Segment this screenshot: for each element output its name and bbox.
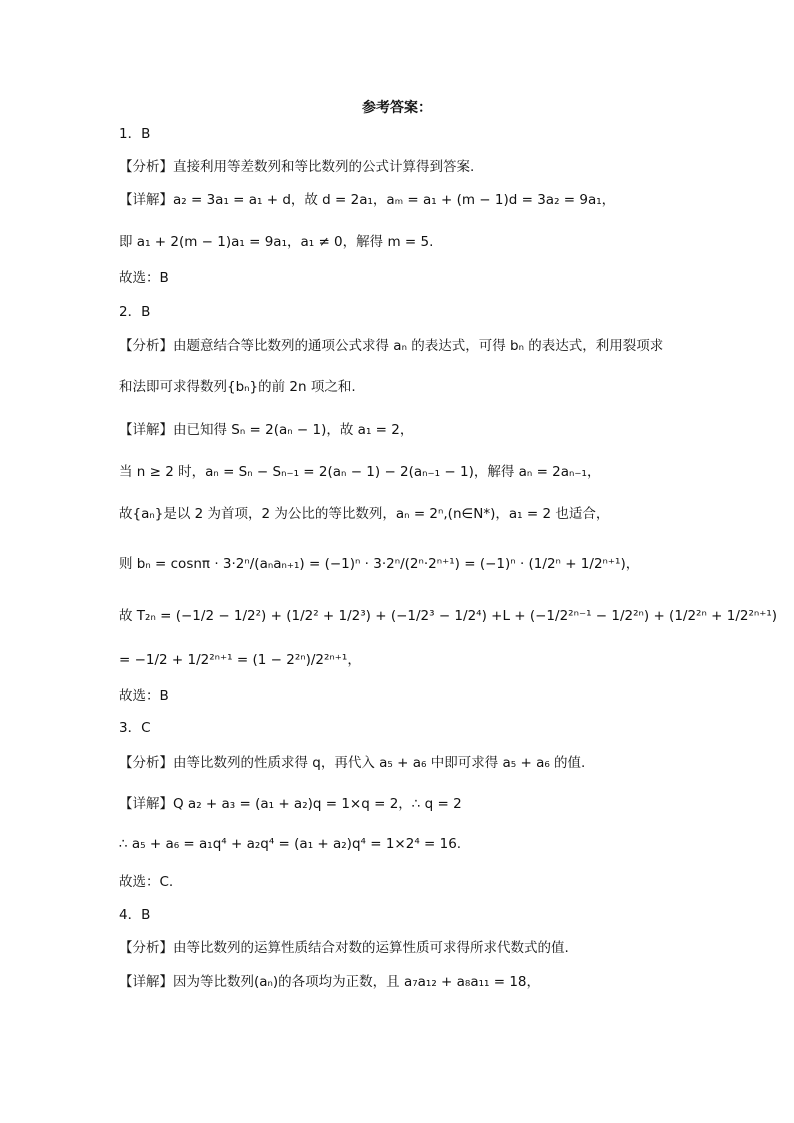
text-line: = −1/2 + 1/2²ⁿ⁺¹ = (1 − 2²ⁿ)/2²ⁿ⁺¹， xyxy=(119,652,361,668)
text-line: 则 bₙ = cosnπ · 3·2ⁿ/(aₙaₙ₊₁) = (−1)ⁿ · 3·2ⁿ/(2ⁿ·2ⁿ⁺¹) = (−1)ⁿ · (1/2ⁿ + 1/2ⁿ⁺¹)， xyxy=(119,556,640,572)
text-line: ∴ a₅ + a₆ = a₁q⁴ + a₂q⁴ = (a₁ + a₂)q⁴ = 1×2⁴ = 16. xyxy=(119,836,462,852)
text-line: 【详解】a₂ = 3a₁ = a₁ + d，故 d = 2a₁，aₘ = a₁ + (m − 1)d = 3a₂ = 9a₁， xyxy=(119,192,616,208)
text-line: 故选：B xyxy=(119,270,169,286)
answer-title: 参考答案： xyxy=(362,100,432,116)
text-line: 故{aₙ}是以 2 为首项，2 为公比的等比数列，aₙ = 2ⁿ,(n∈N*)，a₁ = 2 也适合， xyxy=(119,506,610,522)
text-line: 【详解】因为等比数列(aₙ)的各项均为正数，且 a₇a₁₂ + a₈a₁₁ = 18， xyxy=(119,974,541,990)
text-line: 故选：C. xyxy=(119,874,174,890)
text-line: 【详解】由已知得 Sₙ = 2(aₙ − 1)，故 a₁ = 2， xyxy=(119,422,414,438)
text-line: 当 n ≥ 2 时，aₙ = Sₙ − Sₙ₋₁ = 2(aₙ − 1) − 2(aₙ₋₁ − 1)，解得 aₙ = 2aₙ₋₁， xyxy=(119,464,601,480)
text-line: 2．B xyxy=(119,304,151,320)
text-line: 故选：B xyxy=(119,688,169,704)
text-line: 和法即可求得数列{bₙ}的前 2n 项之和. xyxy=(119,379,356,395)
text-line: 4．B xyxy=(119,907,151,923)
text-line: 1．B xyxy=(119,126,151,142)
text-line: 【分析】由题意结合等比数列的通项公式求得 aₙ 的表达式，可得 bₙ 的表达式，利用裂项求 xyxy=(119,338,664,354)
text-line: 故 T₂ₙ = (−1/2 − 1/2²) + (1/2² + 1/2³) + (−1/2³ − 1/2⁴) +L + (−1/2²ⁿ⁻¹ − 1/2²ⁿ) + (1/2²ⁿ + 1/2²ⁿ⁺¹) xyxy=(119,608,778,624)
text-line: 【分析】由等比数列的运算性质结合对数的运算性质可求得所求代数式的值. xyxy=(119,940,569,956)
text-line: 【分析】直接利用等差数列和等比数列的公式计算得到答案. xyxy=(119,159,475,175)
text-line: 即 a₁ + 2(m − 1)a₁ = 9a₁，a₁ ≠ 0，解得 m = 5. xyxy=(119,234,434,250)
text-line: 3．C xyxy=(119,720,151,736)
text-line: 【详解】Q a₂ + a₃ = (a₁ + a₂)q = 1×q = 2，∴ q = 2 xyxy=(119,796,462,812)
text-line: 【分析】由等比数列的性质求得 q，再代入 a₅ + a₆ 中即可求得 a₅ + a₆ 的值. xyxy=(119,755,586,771)
